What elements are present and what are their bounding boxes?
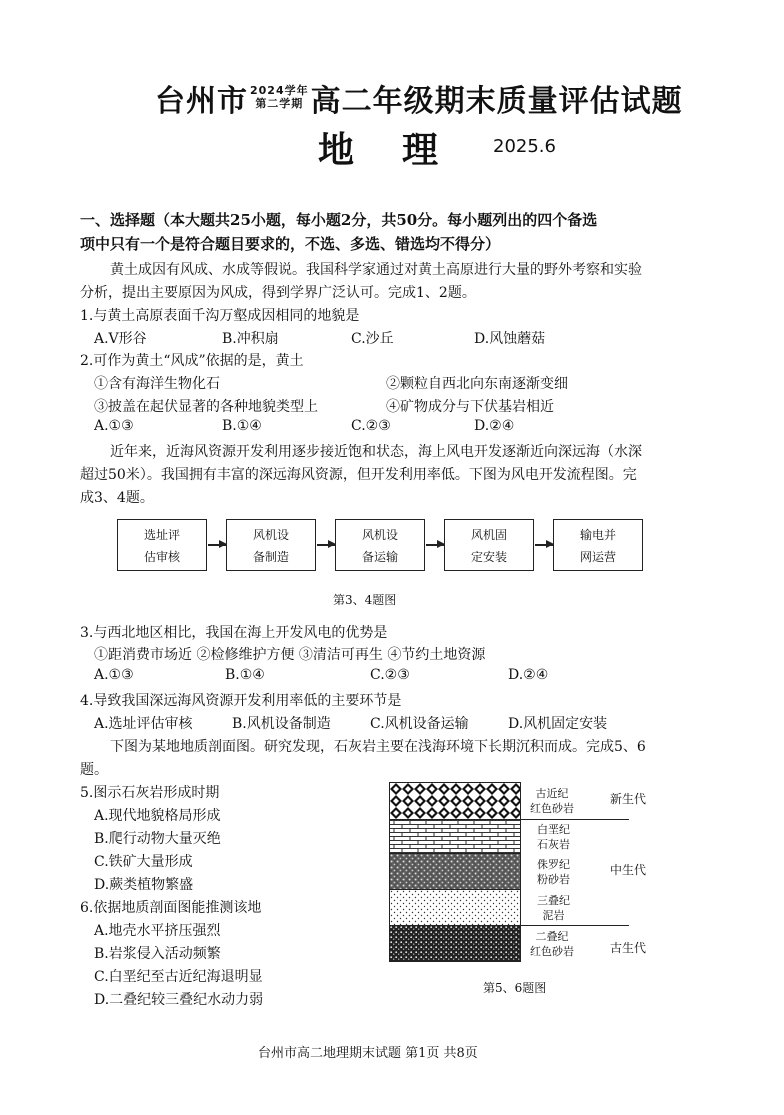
layer-jurassic: [389, 853, 521, 890]
section-heading-line2: 项中只有一个是符合题目要求的，不选、多选、错选均不得分）: [80, 235, 501, 253]
exam-date: 2025.6: [493, 136, 556, 157]
flow-arrow-1: [208, 544, 226, 546]
rock-label-jurassic-period: 侏罗纪: [537, 858, 570, 871]
flow-arrow-4: [535, 544, 553, 546]
q5-option-b: B.爬行动物大量灭绝: [94, 831, 221, 847]
q6-option-d: D.二叠纪较三叠纪水动力弱: [94, 992, 264, 1008]
rock-label-paleogene-period: 古近纪: [535, 787, 569, 800]
title-year-stack: [250, 84, 309, 110]
rock-label-cretaceous-rock: 石灰岩: [537, 838, 570, 851]
title-year-top: 2024学年: [250, 83, 309, 97]
q4-option-a: A.选址评估审核: [94, 716, 193, 732]
q1-option-d: D.风蚀蘑菇: [474, 331, 546, 347]
rock-label-paleogene-rock: 红色砂岩: [530, 802, 574, 815]
q1-stem: 1.与黄土高原表面千沟万壑成因相同的地貌是: [80, 308, 360, 324]
rock-label-jurassic-rock: 粉砂岩: [537, 873, 570, 886]
q1-option-c: C.沙丘: [351, 331, 394, 347]
era-mesozoic: 中生代: [610, 863, 647, 877]
layer-cretaceous: [389, 819, 521, 854]
era-divider-cenozoic-mesozoic: [521, 819, 629, 820]
q2-item-1: ①含有海洋生物化石: [94, 376, 220, 392]
q5-option-d: D.蕨类植物繁盛: [94, 877, 194, 893]
flow-step-5-line2: 网运营: [579, 550, 616, 564]
exam-title: [155, 76, 683, 120]
title-city: 台州市: [155, 84, 248, 119]
passage1-line1: 黄土成因有风成、水成等假说。我国科学家通过对黄土高原进行大量的野外考察和实验: [110, 262, 642, 278]
q4-option-c: C.风机设备运输: [370, 716, 469, 732]
flow-step-4-line2: 定安装: [470, 550, 507, 564]
flow-step-1-line2: 估审核: [143, 550, 180, 564]
passage2-line1: 近年来，近海风资源开发利用逐步接近饱和状态，海上风电开发逐渐近向深远海（水深: [110, 444, 642, 460]
flow-step-2-line1: 风机设: [252, 528, 289, 542]
q3-option-c: C.②③: [370, 667, 410, 683]
passage1-line2: 分析，提出主要原因为风成，得到学界广泛认可。完成1、2题。: [80, 285, 476, 301]
q6-option-c: C.白垩纪至古近纪海退明显: [94, 969, 263, 985]
passage2-line2: 超过50米）。我国拥有丰富的深远海风资源，但开发利用率低。下图为风电开发流程图。完: [80, 467, 637, 483]
q1-option-b: B.冲积扇: [222, 331, 279, 347]
layer-triassic: [389, 889, 521, 926]
passage3-line1: 下图为某地地质剖面图。研究发现，石灰岩主要在浅海环境下长期沉积而成。完成5、6: [110, 739, 646, 755]
q3-option-b: B.①④: [225, 667, 265, 683]
rock-label-triassic: [537, 893, 570, 923]
page-footer: 台州市高二地理期末试题 第1页 共8页: [258, 1046, 478, 1061]
title-rest: 高二年级期末质量评估试题: [310, 84, 683, 119]
era-paleozoic: 古生代: [610, 941, 647, 955]
q4-stem: 4.导致我国深远海风资源开发利用率低的主要环节是: [80, 693, 402, 709]
geology-caption: 第5、6题图: [483, 981, 547, 995]
flow-arrow-2: [317, 544, 335, 546]
q2-item-2: ②颗粒自西北向东南逐渐变细: [386, 376, 568, 392]
rock-label-permian-rock: 红色砂岩: [530, 945, 574, 958]
flowchart-caption: 第3、4题图: [333, 593, 397, 607]
flow-step-2: [226, 519, 316, 571]
q6-option-b: B.岩浆侵入活动频繁: [94, 946, 221, 962]
flow-step-5-line1: 输电并: [579, 528, 616, 542]
flow-step-3-line1: 风机设: [361, 528, 398, 542]
q2-option-b: B.①④: [222, 418, 262, 434]
q2-stem: 2.可作为黄土“风成”依据的是，黄土: [80, 353, 304, 369]
passage3-line2: 题。: [80, 762, 108, 778]
rock-label-cretaceous-period: 白垩纪: [537, 823, 570, 836]
flow-step-4: [444, 519, 534, 571]
rock-label-triassic-period: 三叠纪: [537, 894, 570, 907]
q2-option-d: D.②④: [474, 418, 515, 434]
rock-label-permian: [530, 929, 574, 959]
rock-label-paleogene: [530, 786, 574, 816]
q2-option-a: A.①③: [94, 418, 134, 434]
rock-label-jurassic: [537, 857, 570, 887]
section-heading-line1: 一、选择题（本大题共25小题，每小题2分，共50分。每小题列出的四个备选: [80, 211, 598, 229]
title-year-bottom: 第二学期: [255, 96, 304, 110]
rock-label-permian-period: 二叠纪: [535, 930, 569, 943]
q5-option-c: C.铁矿大量形成: [94, 854, 193, 870]
q3-option-a: A.①③: [94, 667, 134, 683]
layer-paleogene: [389, 782, 521, 820]
flow-step-1: [117, 519, 207, 571]
q3-items: ①距消费市场近 ②检修维护方便 ③清洁可再生 ④节约土地资源: [94, 647, 486, 663]
q4-option-d: D.风机固定安装: [508, 716, 608, 732]
q6-option-a: A.地壳水平挤压强烈: [94, 923, 221, 939]
subject-title: 地理: [318, 130, 487, 171]
flow-step-2-line2: 备制造: [252, 550, 289, 564]
q5-option-a: A.现代地貌格局形成: [94, 808, 221, 824]
q5-stem: 5.图示石灰岩形成时期: [80, 785, 220, 801]
era-divider-mesozoic-paleozoic: [521, 925, 629, 926]
rock-label-triassic-rock: 泥岩: [542, 909, 565, 922]
layer-permian: [389, 925, 521, 962]
passage2-line3: 成3、4题。: [80, 490, 154, 506]
era-cenozoic: 新生代: [610, 792, 647, 806]
q3-stem: 3.与西北地区相比，我国在海上开发风电的优势是: [80, 625, 388, 641]
flow-step-4-line1: 风机固: [470, 528, 507, 542]
q3-option-d: D.②④: [508, 667, 549, 683]
q2-item-3: ③披盖在起伏显著的各种地貌类型上: [94, 399, 318, 415]
flow-step-1-line1: 选址评: [143, 528, 180, 542]
q4-option-b: B.风机设备制造: [232, 716, 331, 732]
flow-step-5: [553, 519, 643, 571]
flow-step-3: [335, 519, 425, 571]
flow-arrow-3: [426, 544, 444, 546]
q6-stem: 6.依据地质剖面图能推测该地: [80, 900, 262, 916]
q2-item-4: ④矿物成分与下伏基岩相近: [386, 399, 554, 415]
flow-step-3-line2: 备运输: [361, 550, 398, 564]
q1-option-a: A.V形谷: [94, 331, 147, 347]
rock-label-cretaceous: [537, 822, 570, 852]
q2-option-c: C.②③: [351, 418, 391, 434]
